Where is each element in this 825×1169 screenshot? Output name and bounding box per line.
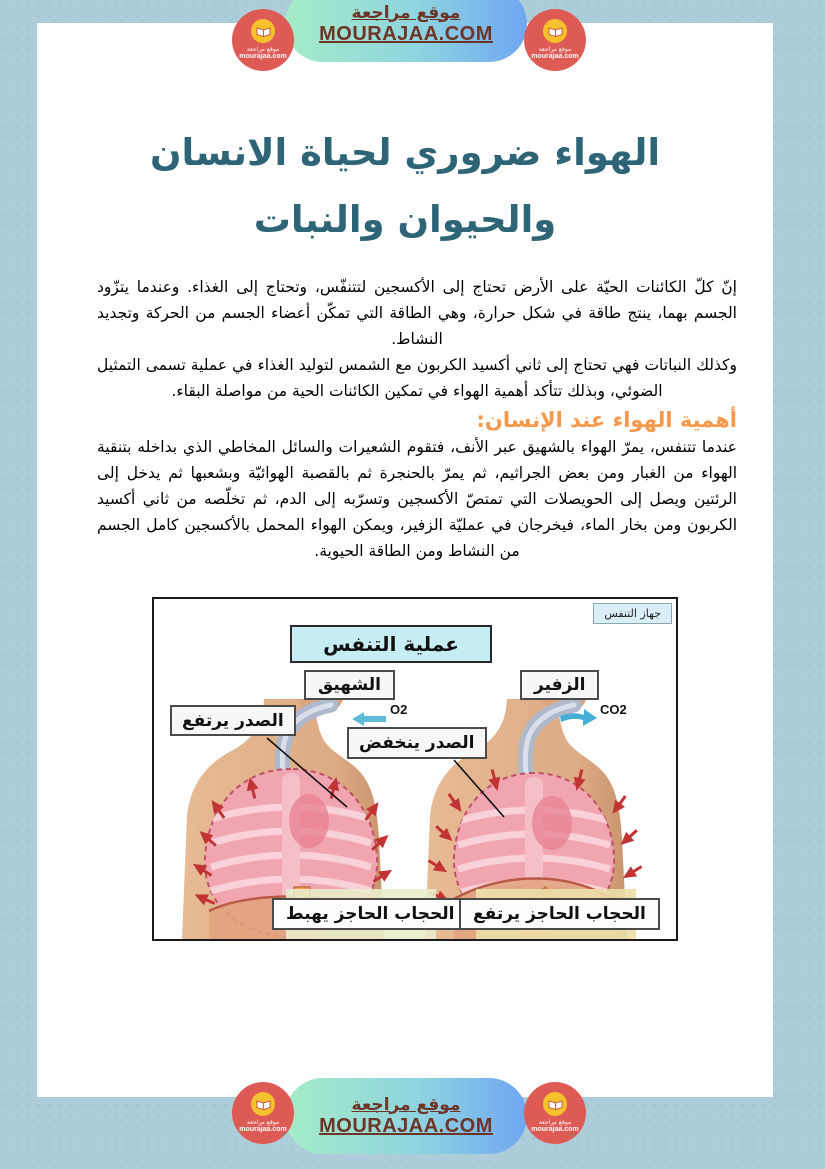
oxygen-label: O2 [390, 702, 408, 717]
footer-logo-badge-left [232, 1082, 294, 1144]
header-logo-badge-right [524, 9, 586, 71]
chest-rises-label-box: الصدر يرتفع [170, 705, 296, 736]
badge-site-url: mourajaa.com [239, 1126, 287, 1133]
badge-site-url: mourajaa.com [531, 53, 579, 60]
exhale-label-box: الزفير [520, 670, 599, 700]
badge-site-name: موقع مراجعة [538, 46, 572, 53]
chest-falls-label-box: الصدر ينخفض [347, 727, 487, 759]
section-heading-air-importance: أهمية الهواء عند الإنسان: [476, 407, 737, 432]
open-book-icon [543, 19, 567, 43]
badge-site-name: موقع مراجعة [538, 1119, 572, 1126]
header-site-domain-link[interactable]: MOURAJAA.COM [319, 22, 493, 45]
paragraph-plants: وكذلك النباتات فهي تحتاج إلى ثاني أكسيد الكربون مع الشمس لتوليد الغذاء في عملية تسمى التمثيل الضوئي، وبذلك تتأكد أهمية الهواء في تمكين الكائنات الحية من مواصلة البقاء. [97, 355, 737, 400]
header-logo-badge-left [232, 9, 294, 71]
footer-brand-pill [285, 1078, 527, 1154]
open-book-icon [543, 1092, 567, 1116]
respiration-diagram [152, 597, 678, 941]
header-brand-pill [285, 0, 527, 62]
diagram-title-box: عملية التنفس [290, 625, 492, 663]
paragraph-breathing-process: عندما تتنفس، يمرّ الهواء بالشهيق عبر الأنف، فتقوم الشعيرات والسائل المخاطي الذي بداخله بتنقية الهواء من الغبار ومن بعض الجراثيم، ثم يمرّ بالحنجرة ثم بالقصبة الهوائيّة وبشعبها ثم يدخل إلى الرئتين ويصل إلى الحويصلات التي تمتصّ الأكسجين وتسرّبه إلى الدم، ثم تخلّصه من ثاني أكسيد الكربون ومن بخار الماء، فيخرجان في عمليّة الزفير، ويمكن الهواء المحمل بالأكسجين كامل الجسم من النشاط ومن الطاقة الحيوية. [97, 437, 737, 560]
badge-site-name: موقع مراجعة [246, 1119, 280, 1126]
article-content [37, 23, 773, 564]
header-site-name-link[interactable]: موقع مراجعة [351, 2, 461, 23]
diagram-corner-tag: جهاز التنفس [593, 603, 672, 624]
footer-site-domain-link[interactable]: MOURAJAA.COM [319, 1114, 493, 1137]
inhale-label-box: الشهيق [304, 670, 395, 700]
carbon-dioxide-label: CO2 [600, 702, 627, 717]
open-book-icon [251, 1092, 275, 1116]
page-title: الهواء ضروري لحياة الانسان والحيوان والنبات [149, 131, 661, 242]
diaphragm-rises-label-box: الحجاب الحاجز يرتفع [459, 898, 660, 930]
diaphragm-descends-label-box: الحجاب الحاجز يهبط [272, 898, 468, 930]
paragraph-living-beings: إنّ كلّ الكائنات الحيّة على الأرض تحتاج إلى الأكسجين لتتنفّس، وتحتاج إلى الغذاء. وعندما يتزّود الجسم بهما، ينتج طاقة في شكل حرارة، وهي الطاقة التي تمكّن أعضاء الجسم من الحركة وتجديد النشاط. [97, 277, 737, 348]
footer-logo-badge-right [524, 1082, 586, 1144]
badge-site-name: موقع مراجعة [246, 46, 280, 53]
open-book-icon [251, 19, 275, 43]
badge-site-url: mourajaa.com [239, 53, 287, 60]
badge-site-url: mourajaa.com [531, 1126, 579, 1133]
document-page [37, 23, 773, 1097]
footer-site-name-link[interactable]: موقع مراجعة [351, 1094, 461, 1115]
